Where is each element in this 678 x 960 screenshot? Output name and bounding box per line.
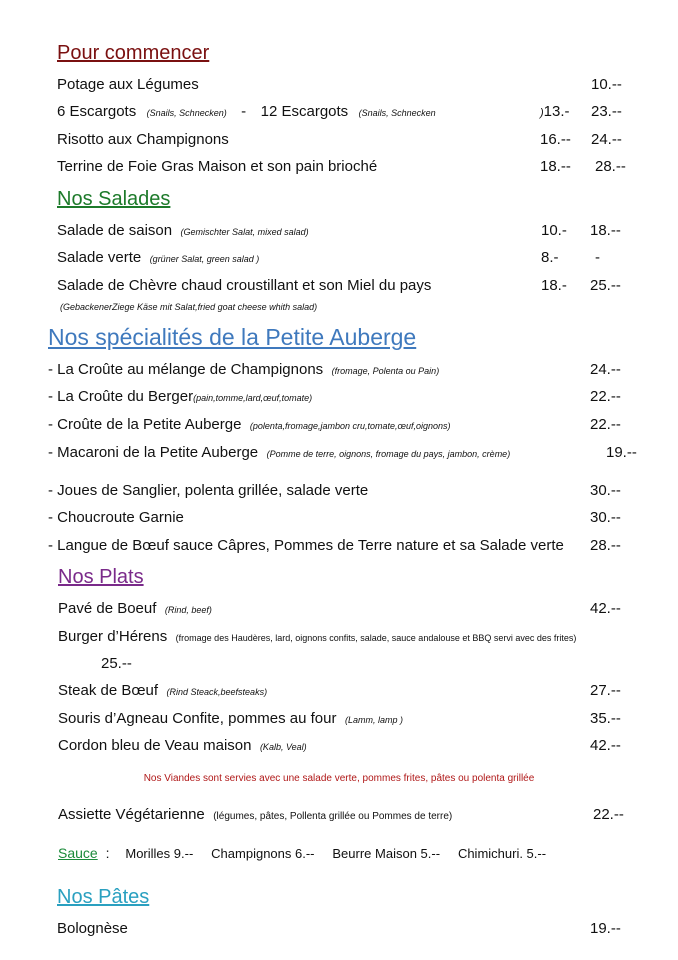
item-sub: (Rind, beef) xyxy=(164,605,212,615)
item-price-small: 10.- xyxy=(541,222,567,239)
item-name: Assiette Végétarienne xyxy=(58,806,205,823)
list-item xyxy=(58,710,403,728)
item-sub: (grüner Salat, green salad ) xyxy=(149,254,260,264)
item-sub: (polenta,fromage,jambon cru,tomate,œuf,oignons) xyxy=(249,421,451,431)
item-price-small: 18.-- xyxy=(540,158,571,175)
item-name: - Croûte de la Petite Auberge xyxy=(48,416,242,433)
item-price: 27.-- xyxy=(590,682,621,699)
item-price: 28.-- xyxy=(590,537,621,554)
item-price-large: 25.-- xyxy=(590,277,621,294)
item-price: 19.-- xyxy=(590,920,621,937)
list-item xyxy=(57,222,309,240)
meat-note: Nos Viandes sont servies avec une salade verte, pommes frites, pâtes ou polenta grillée xyxy=(143,773,535,784)
item-price: 19.-- xyxy=(606,444,637,461)
list-item xyxy=(58,628,576,646)
item-sub-2: (Snails, Schnecken xyxy=(358,108,436,118)
item-price-large: 23.-- xyxy=(591,103,622,120)
item-name: Pavé de Boeuf xyxy=(58,600,157,617)
item-price: 22.-- xyxy=(590,416,621,433)
item-sub: (Kalb, Veal) xyxy=(259,742,307,752)
item-name: Risotto aux Champignons xyxy=(57,131,229,148)
section-title-salades: Nos Salades xyxy=(57,188,171,210)
section-title-pour-commencer: Pour commencer xyxy=(57,42,210,64)
item-sub: (fromage des Haudères, lard, oignons confits, salade, sauce andalouse et BBQ servi avec des frites) xyxy=(175,633,577,643)
item-sub: (fromage, Polenta ou Pain) xyxy=(331,366,440,376)
item-price-small: 8.- xyxy=(541,249,559,266)
section-title-pates: Nos Pâtes xyxy=(57,886,150,908)
item-sub: (Gemischter Salat, mixed salad) xyxy=(180,227,309,237)
list-item xyxy=(57,103,436,121)
item-price: 22.-- xyxy=(590,388,621,405)
item-price-large: 28.-- xyxy=(595,158,626,175)
section-title-plats: Nos Plats xyxy=(58,566,144,588)
item-sub: (Pomme de terre, oignons, fromage du pays, jambon, crème) xyxy=(266,449,511,459)
item-price-large: - xyxy=(595,249,600,266)
item-sub: (Snails, Schnecken) xyxy=(146,108,227,118)
sauce-item: Beurre Maison 5.-- xyxy=(332,846,441,861)
item-price: 10.-- xyxy=(591,76,622,93)
section-title-specialites: Nos spécialités de la Petite Auberge xyxy=(48,324,417,350)
item-name: 6 Escargots xyxy=(57,103,137,120)
item-name: - La Croûte au mélange de Champignons xyxy=(48,361,324,378)
item-price: 30.-- xyxy=(590,509,621,526)
sauce-item: Chimichuri. 5.-- xyxy=(457,846,547,861)
item-sub: (Lamm, lamp ) xyxy=(344,715,403,725)
item-name: Salade verte xyxy=(57,249,142,266)
item-price-small: 16.-- xyxy=(540,131,571,148)
item-price: 30.-- xyxy=(590,482,621,499)
item-name: Bolognèse xyxy=(57,920,128,937)
item-name: - Joues de Sanglier, polenta grillée, salade verte xyxy=(48,482,369,499)
item-separator: - xyxy=(241,103,247,120)
price-small: 13.- xyxy=(543,103,570,120)
sauce-label: Sauce xyxy=(58,845,98,861)
item-name: - Langue de Bœuf sauce Câpres, Pommes de Terre nature et sa Salade verte xyxy=(48,537,564,554)
item-price: 42.-- xyxy=(590,600,621,617)
list-item xyxy=(58,806,452,824)
item-price: 24.-- xyxy=(590,361,621,378)
item-name: Salade de Chèvre chaud croustillant et son Miel du pays xyxy=(57,277,432,294)
sauce-item: Morilles 9.-- xyxy=(125,846,194,861)
item-price-large: 24.-- xyxy=(591,131,622,148)
item-name: Potage aux Légumes xyxy=(57,76,199,93)
item-name: - La Croûte du Berger xyxy=(48,388,194,405)
item-sub: (GebackenerZiege Käse mit Salat,fried goat cheese whith salad) xyxy=(60,302,318,312)
item-name: Terrine de Foie Gras Maison et son pain brioché xyxy=(57,158,378,175)
item-name: Salade de saison xyxy=(57,222,173,239)
item-name: Souris d’Agneau Confite, pommes au four xyxy=(58,710,337,727)
list-item xyxy=(58,682,267,700)
item-name: - Macaroni de la Petite Auberge xyxy=(48,444,259,461)
list-item xyxy=(48,388,312,406)
list-item xyxy=(58,600,212,618)
sauce-item: Champignons 6.-- xyxy=(211,846,315,861)
item-sub: (Rind Steack,beefsteaks) xyxy=(166,687,268,697)
item-price: 35.-- xyxy=(590,710,621,727)
list-item xyxy=(58,737,307,755)
list-item xyxy=(48,361,439,379)
item-name: Cordon bleu de Veau maison xyxy=(58,737,252,754)
sauce-colon: : xyxy=(105,845,110,861)
item-price: 25.-- xyxy=(101,655,132,672)
list-item xyxy=(57,249,259,267)
item-price-small: 18.- xyxy=(541,277,567,294)
list-item xyxy=(48,444,510,462)
item-name-2: 12 Escargots xyxy=(260,103,349,120)
sauce-row xyxy=(58,845,546,861)
item-price-large: 18.-- xyxy=(590,222,621,239)
list-item xyxy=(48,416,451,434)
item-name: - Choucroute Garnie xyxy=(48,509,184,526)
item-name: Steak de Bœuf xyxy=(58,682,159,699)
item-price: )13.- xyxy=(540,103,570,120)
item-price: 22.-- xyxy=(593,806,624,823)
item-sub: (légumes, pâtes, Pollenta grillée ou Pommes de terre) xyxy=(213,811,453,822)
item-name: Burger d’Hérens xyxy=(58,628,168,645)
item-price: 42.-- xyxy=(590,737,621,754)
item-sub: (pain,tomme,lard,œuf,tomate) xyxy=(193,393,313,403)
